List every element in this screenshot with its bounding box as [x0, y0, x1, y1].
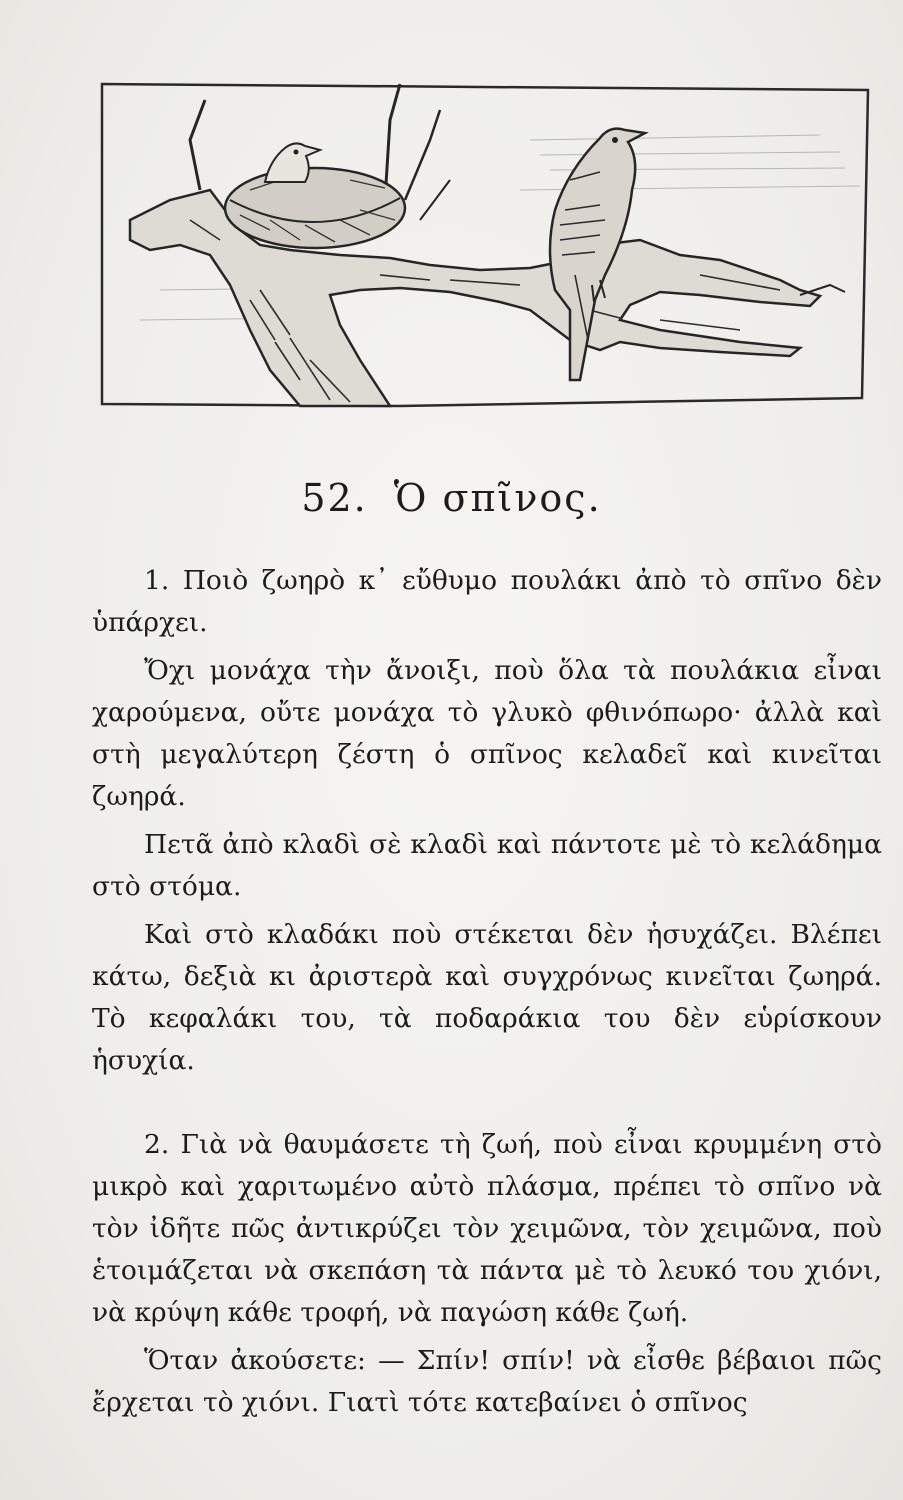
body-text — [92, 560, 882, 1424]
paragraph-2: Ὄχι μονάχα τὴν ἄνοιξι, ποὺ ὅλα τὰ πουλάκια εἶναι χαρούμενα, οὔτε μονάχα τὸ γλυκὸ φθινόπωρο· ἀλλὰ καὶ στὴ μεγαλύτερη ζέστη ὁ σπῖνος κελαδεῖ καὶ κινεῖται ζωηρά. — [92, 655, 882, 812]
paragraph-5: 2. Γιὰ νὰ θαυμάσετε τὴ ζωή, ποὺ εἶναι κρυμμένη στὸ μικρὸ καὶ χαριτωμένο αὐτὸ πλάσμα, πρέπει τὸ σπῖνο νὰ τὸν ἰδῆτε πῶς ἀντικρύζει τὸν χειμῶνα, τὸν χειμῶνα, ποὺ ἑτοιμάζεται νὰ σκεπάση τὰ πάντα μὲ τὸ λευκό του χιόνι, νὰ κρύψη κάθε τροφή, νὰ παγώση κάθε ζωή. — [92, 1129, 882, 1328]
paragraph-3: Πετᾶ ἀπὸ κλαδὶ σὲ κλαδὶ καὶ πάντοτε μὲ τὸ κελάδημα στὸ στόμα. — [92, 829, 882, 902]
paragraph-4: Καὶ στὸ κλαδάκι ποὺ στέκεται δὲν ἡσυχάζει. Βλέπει κάτω, δεξιὰ κι ἀριστερὰ καὶ συγχρόνως κινεῖται ζωηρά. Τὸ κεφαλάκι του, τὰ ποδαράκια του δὲν εὑρίσκουν ἡσυχία. — [92, 919, 882, 1076]
chapter-number: 52. — [301, 476, 368, 520]
paragraph-6: Ὅταν ἀκούσετε: — Σπίν! σπίν! νὰ εἶσθε βέβαιοι πῶς ἔρχεται τὸ χιόνι. Γιατὶ τότε κατεβαίνει ὁ σπῖνος — [92, 1345, 882, 1418]
bird-on-branch-with-nest-icon — [100, 80, 870, 410]
paragraph-1: 1. Ποιὸ ζωηρὸ κ᾽ εὔθυμο πουλάκι ἀπὸ τὸ σπῖνο δὲν ὑπάρχει. — [92, 565, 882, 638]
illustration-bird-nest — [100, 80, 870, 410]
chapter-title — [0, 476, 903, 520]
chapter-title-text: Ὁ σπῖνος. — [393, 476, 602, 520]
